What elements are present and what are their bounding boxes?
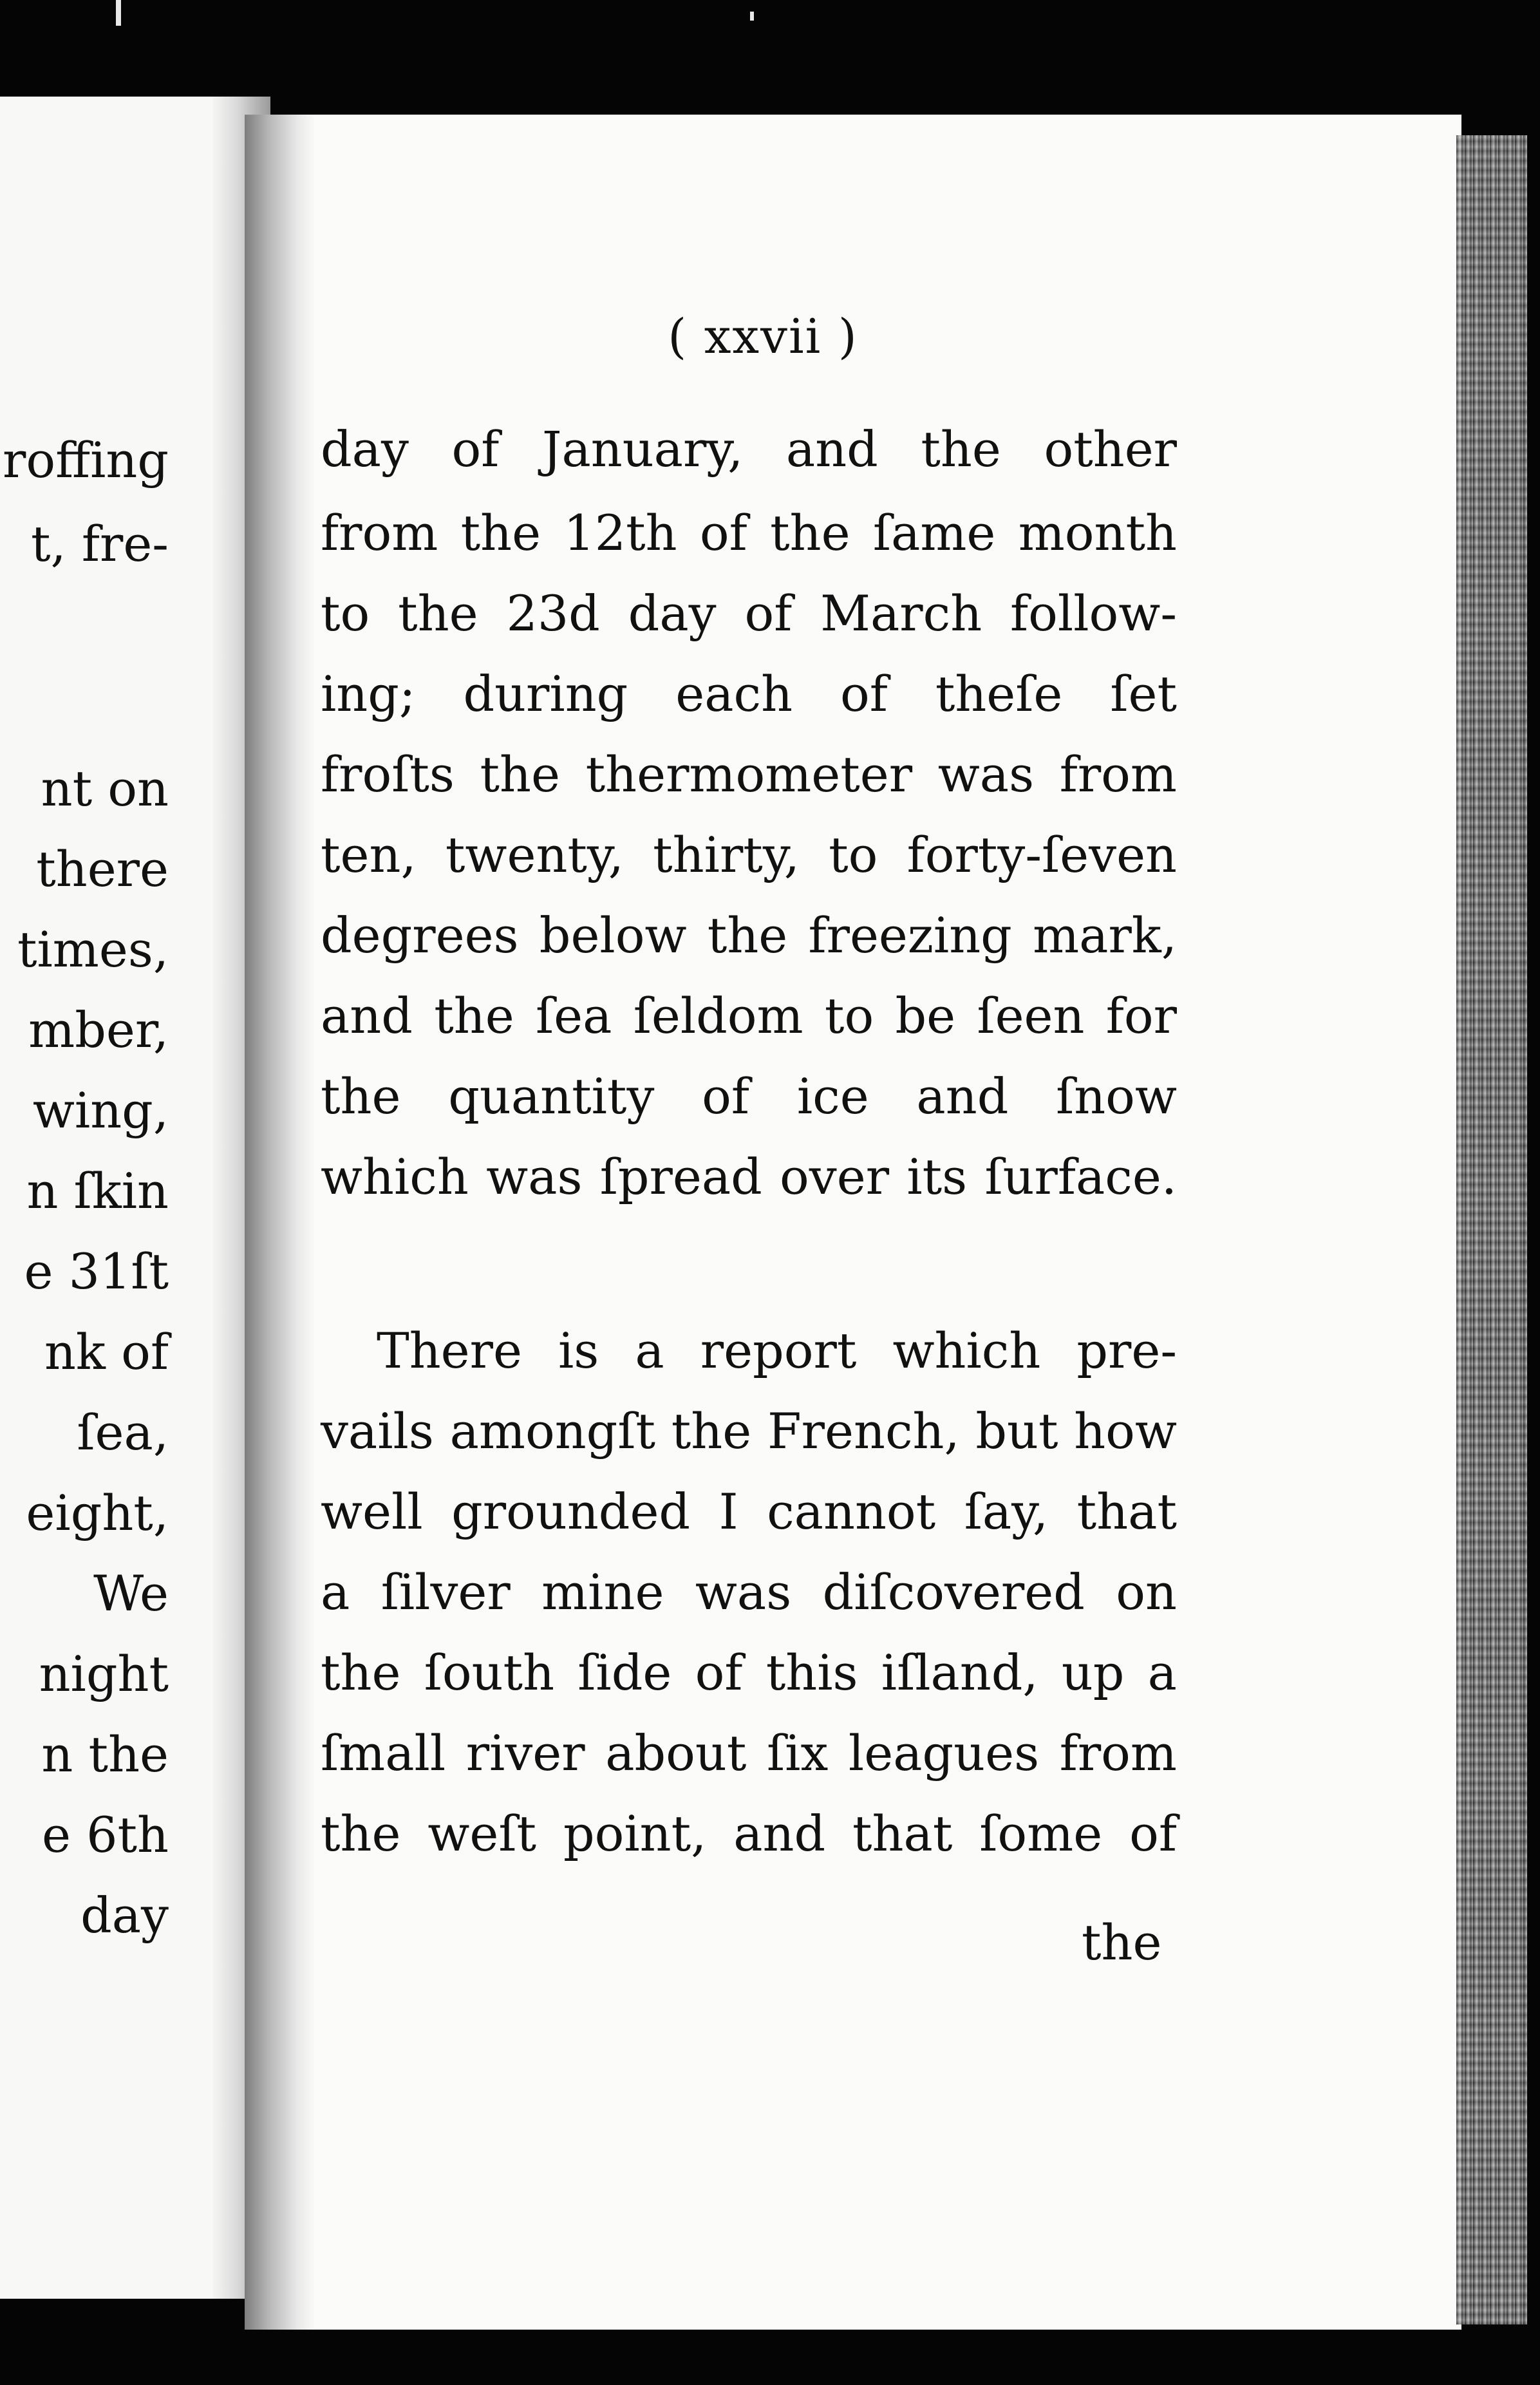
left-line: n ſkin <box>26 1162 169 1220</box>
text-line: ing; during each of theſe ſet <box>321 665 1177 722</box>
page-number-header: ( xxvii ) <box>668 309 858 364</box>
left-line: night <box>39 1645 169 1702</box>
page-block-edge-texture <box>1456 135 1527 2324</box>
scan-speck <box>750 12 754 21</box>
text-line: the weſt point, and that ſome of <box>321 1805 1177 1862</box>
text-line: day of January, and the other <box>321 420 1177 478</box>
text-line: vails amongſt the French, but how <box>321 1402 1177 1460</box>
text-line: a ſilver mine was diſcovered on <box>321 1563 1177 1621</box>
text-line: ten, twenty, thirty, to forty-ſeven <box>321 826 1177 883</box>
left-line: ſea, <box>77 1404 169 1461</box>
text-line: well grounded I cannot ſay, that <box>321 1483 1177 1540</box>
text-line: froſts the thermometer was from <box>321 746 1177 803</box>
text-line: ſmall river about ſix leagues from <box>321 1724 1177 1782</box>
left-line: t, fre- <box>31 515 169 572</box>
left-line: eight, <box>26 1484 169 1541</box>
right-page-gutter-shadow <box>245 115 315 2330</box>
text-line: to the 23d day of March follow- <box>321 585 1177 642</box>
scan-speck <box>116 0 121 26</box>
left-line: times, <box>17 921 169 978</box>
left-line: there <box>36 840 169 898</box>
text-line: from the 12th of the ſame month <box>321 504 1177 561</box>
left-line: day <box>80 1887 169 1944</box>
left-line: wing, <box>32 1082 169 1139</box>
left-line: n the <box>41 1726 169 1783</box>
text-line: the quantity of ice and ſnow <box>321 1068 1177 1125</box>
text-line: degrees below the freezing mark, <box>321 907 1177 964</box>
left-line: nk of <box>44 1323 169 1381</box>
left-line: roffing <box>3 431 169 489</box>
catchword: the <box>1082 1914 1162 1971</box>
text-line: There is a report which pre- <box>377 1322 1177 1379</box>
text-line: and the ſea ſeldom to be ſeen for <box>321 987 1177 1044</box>
left-line: We <box>93 1565 169 1622</box>
left-line: mber, <box>28 1001 169 1059</box>
text-line: which was ſpread over its ſurface. <box>321 1148 1177 1205</box>
left-page <box>0 97 245 2299</box>
left-line: nt on <box>41 760 169 817</box>
left-line: e 6th <box>42 1806 169 1863</box>
left-line: e 31ſt <box>24 1243 169 1300</box>
text-line: the ſouth ſide of this iſland, up a <box>321 1644 1177 1701</box>
